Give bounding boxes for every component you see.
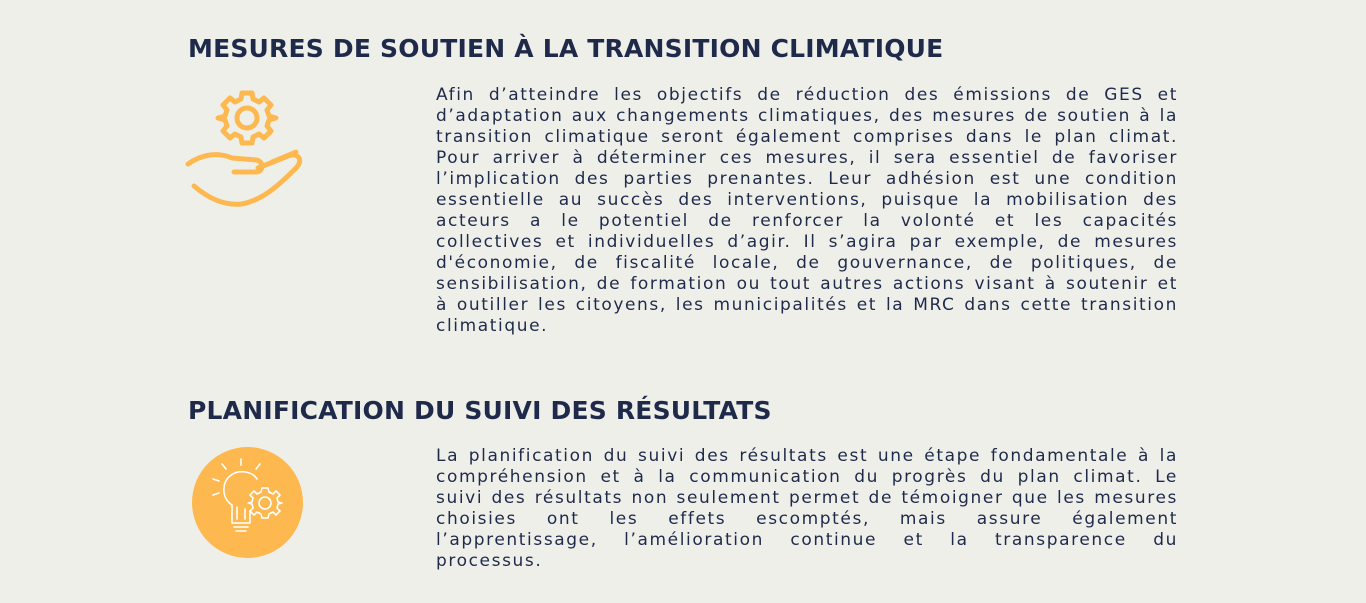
section-body-mesures: Afin d’atteindre les objectifs de réduction des émissions de GES et d’adaptation aux changements climatiques, des mesures de soutien à la transition climatique seront également comprises dans le plan climat. Pour arriver à déterminer ces mesures, il sera essentiel de favoriser l’implication des parties prenantes. Leur adhésion est une condition essentielle au succès des interventions, puisque la mobilisation des acteurs a le potentiel de renforcer la volonté et les capacités collectives et individuelles d’agir. Il s’agira par exemple, de mesures d'économie, de fiscalité locale, de gouvernance, de politiques, de sensibilisation, de formation ou tout autres actions visant à soutenir et à outiller les citoyens, les municipalités et la MRC dans cette transition climatique.: [436, 85, 1178, 336]
section-title-planification: PLANIFICATION DU SUIVI DES RÉSULTATS: [188, 396, 772, 425]
hand-gear-icon: [184, 82, 312, 210]
lightbulb-gear-icon: [192, 447, 303, 558]
section-title-mesures: MESURES DE SOUTIEN À LA TRANSITION CLIMATIQUE: [188, 34, 944, 63]
section-body-planification: La planification du suivi des résultats est une étape fondamentale à la compréhension et à la communication du progrès du plan climat. Le suivi des résultats non seulement permet de témoigner que les mesures choisies ont les effets escomptés, mais assure également l’apprentissage, l’amélioration continue et la transparence du processus.: [436, 446, 1178, 571]
